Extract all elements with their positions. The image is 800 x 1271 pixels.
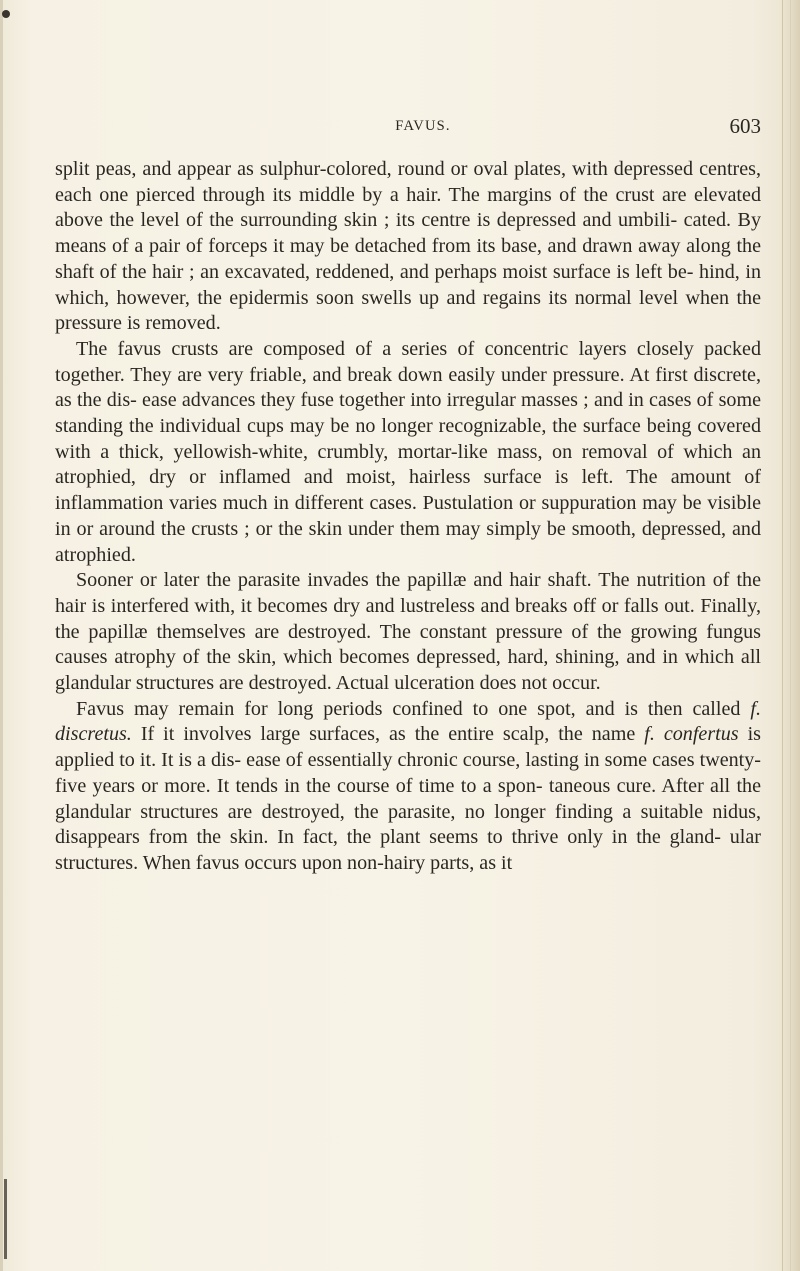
page-fore-edge	[778, 0, 800, 1271]
page-number: 603	[729, 114, 761, 138]
paragraph-2	[55, 337, 761, 568]
page-gutter-edge	[0, 0, 3, 1271]
page-header	[55, 114, 761, 154]
italic-term: f. confertus	[644, 723, 739, 746]
text-run: Favus may remain for long periods confined to one spot, and is then called	[76, 697, 751, 720]
italic-term: f. discretus.	[55, 697, 761, 746]
text-run: If it involves large surfaces, as the entire scalp, the name	[131, 723, 645, 746]
text-run: The favus crusts are composed of a series of concentric layers closely packed together. They are very friable, and break down easily under pressure. At first discrete, as the dis- ease advances they fuse together into irregular masses ; and in cases of some standing the individual cups may be no longer recognizable, the surface being covered with a thick, yellowish-white, crumbly, mortar-like mass, on removal of which an atrophied, dry or inflamed and moist, hairless surface is left. The amount of inflammation varies much in different cases. Pustulation or suppuration may be visible in or around the crusts ; or the skin under them may simply be smooth, depressed, and atrophied.	[55, 337, 761, 566]
binding-mark	[4, 1179, 7, 1259]
text-run: Sooner or later the parasite invades the papillæ and hair shaft. The nutrition of the hair is interfered with, it becomes dry and lustreless and breaks off or falls out. Finally, the papillæ themselves are destroyed. The constant pressure of the growing fungus causes atrophy of the skin, which becomes depressed, hard, shining, and in which all glandular structures are destroyed. Actual ulceration does not occur.	[55, 569, 761, 695]
running-head: FAVUS.	[395, 118, 451, 134]
paragraph-4	[55, 697, 761, 877]
ink-dot	[2, 10, 10, 18]
text-run: is applied to it. It is a dis- ease of essentially chronic course, lasting in some cases twenty- five years or more. It tends in the course of time to a spon- taneous cure. After all the glandular structures are destroyed, the parasite, no longer finding a suitable nidus, disappears from the skin. In fact, the plant seems to thrive only in the gland- ular structures. When favus occurs upon non-hairy parts, as it	[55, 723, 761, 874]
body-text	[55, 157, 761, 877]
paragraph-1	[55, 157, 761, 337]
paragraph-3	[55, 568, 761, 697]
text-run: split peas, and appear as sulphur-colored, round or oval plates, with depressed centres, each one pierced through its middle by a hair. The margins of the crust are elevated above the level of the surrounding skin ; its centre is depressed and umbili- cated. By means of a pair of forceps it may be detached from its base, and drawn away along the shaft of the hair ; an excavated, reddened, and perhaps moist surface is left be- hind, in which, however, the epidermis soon swells up and regains its normal level when the pressure is removed.	[55, 158, 761, 335]
